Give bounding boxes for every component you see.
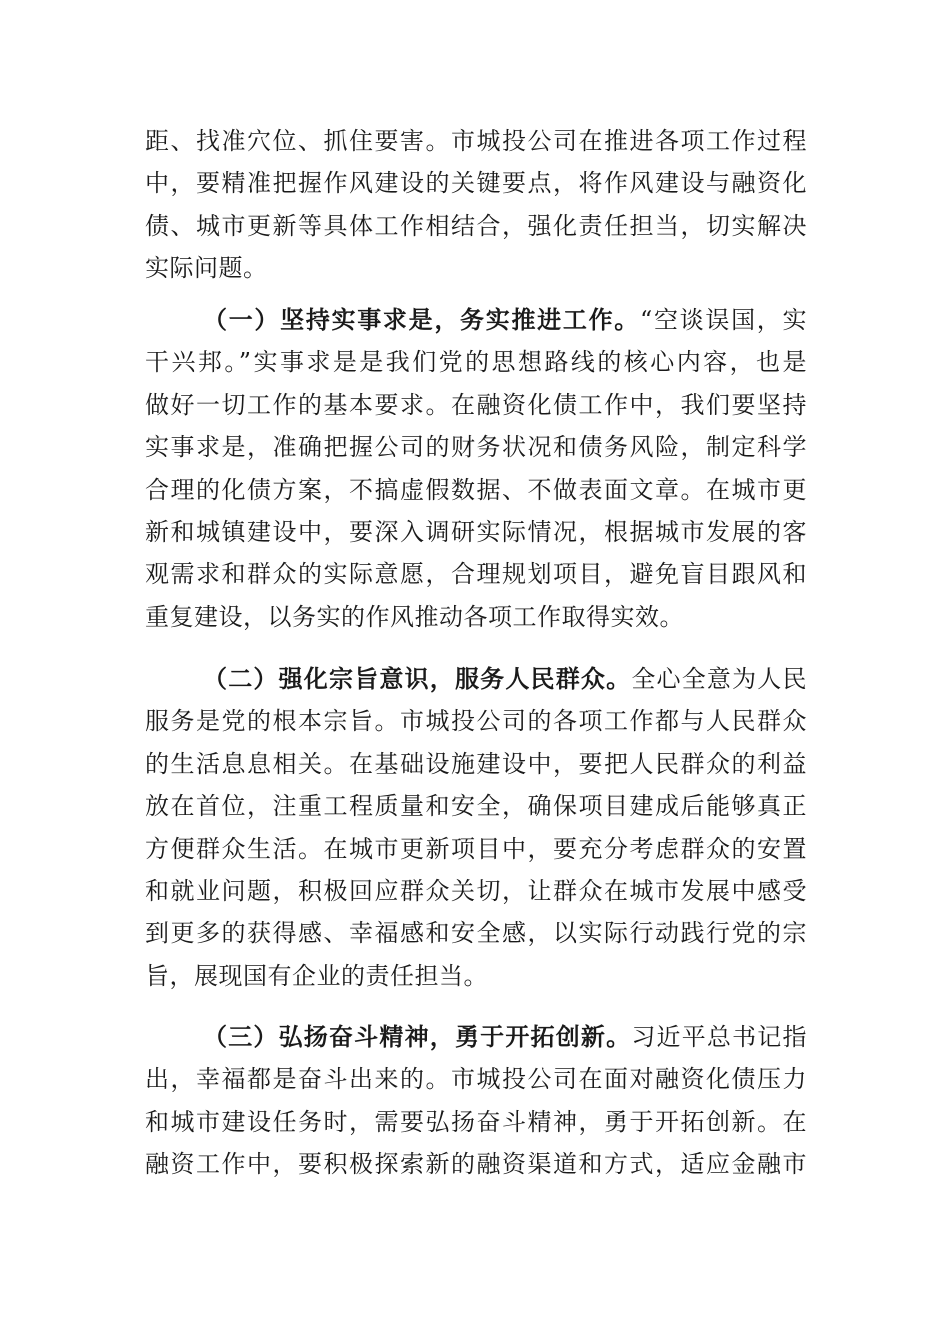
section-first-text: 全心全意为人民 <box>631 665 808 693</box>
text-line: 和城市建设任务时，需要弘扬奋斗精神，勇于开拓创新。在 <box>145 1107 807 1136</box>
text-line: 和就业问题，积极回应群众关切，让群众在城市发展中感受 <box>145 876 807 905</box>
section-heading: （二）强化宗旨意识，服务人民群众。 <box>203 664 632 693</box>
text-line: 做好一切工作的基本要求。在融资化债工作中，我们要坚持 <box>145 390 807 419</box>
text-line: 到更多的获得感、幸福感和安全感，以实际行动践行党的宗 <box>145 919 807 948</box>
text-line: 干兴邦。”实事求是是我们党的思想路线的核心内容，也是 <box>145 348 807 377</box>
text-line: 服务是党的根本宗旨。市城投公司的各项工作都与人民群众 <box>145 707 807 736</box>
section-first-line <box>145 299 807 341</box>
section-first-line <box>145 658 807 700</box>
text-line: 合理的化债方案，不搞虚假数据、不做表面文章。在城市更 <box>145 475 807 504</box>
paragraph-section-2 <box>145 658 807 997</box>
section-first-text: “空谈误国，实 <box>640 306 808 334</box>
section-heading: （三）弘扬奋斗精神，勇于开拓创新。 <box>203 1022 632 1051</box>
section-first-line <box>145 1016 807 1058</box>
text-line: 新和城镇建设中，要深入调研实际情况，根据城市发展的客 <box>145 517 807 546</box>
section-first-text: 习近平总书记指 <box>631 1023 808 1051</box>
text-line: 实事求是，准确把握公司的财务状况和债务风险，制定科学 <box>145 433 807 462</box>
section-heading: （一）坚持实事求是，务实推进工作。 <box>203 305 640 334</box>
paragraph-section-1 <box>145 299 807 638</box>
paragraph-section-3 <box>145 1016 807 1186</box>
text-line: 中，要精准把握作风建设的关键要点，将作风建设与融资化 <box>145 169 807 198</box>
text-line: 方便群众生活。在城市更新项目中，要充分考虑群众的安置 <box>145 834 807 863</box>
text-line: 出，幸福都是奋斗出来的。市城投公司在面对融资化债压力 <box>145 1065 807 1094</box>
text-line: 旨，展现国有企业的责任担当。 <box>145 961 488 990</box>
text-line: 债、城市更新等具体工作相结合，强化责任担当，切实解决 <box>145 211 807 240</box>
text-line: 距、找准穴位、抓住要害。市城投公司在推进各项工作过程 <box>145 127 807 155</box>
text-line: 融资工作中，要积极探索新的融资渠道和方式，适应金融市 <box>145 1150 807 1179</box>
text-line: 的生活息息相关。在基础设施建设中，要把人民群众的利益 <box>145 749 807 778</box>
text-line: 实际问题。 <box>145 254 268 283</box>
text-line: 重复建设，以务实的作风推动各项工作取得实效。 <box>145 602 684 631</box>
text-line: 观需求和群众的实际意愿，合理规划项目，避免盲目跟风和 <box>145 560 807 589</box>
paragraph-intro <box>145 120 807 290</box>
text-line: 放在首位，注重工程质量和安全，确保项目建成后能够真正 <box>145 792 807 821</box>
